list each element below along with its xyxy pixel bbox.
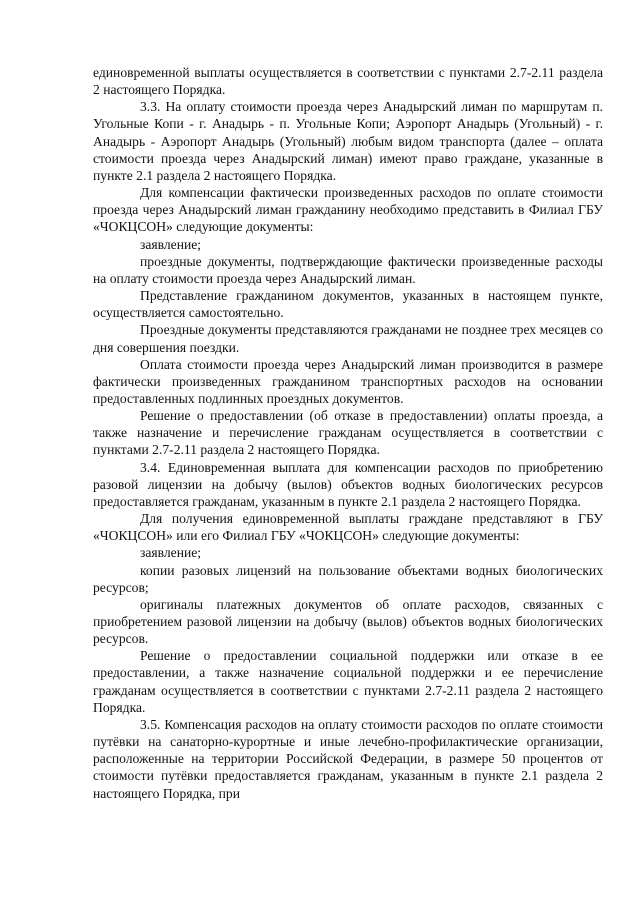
list-item-application: заявление; xyxy=(140,236,202,252)
paragraph-payment-reference: единовременной выплаты осуществляется в соответствии с пунктами 2.7-2.11 раздела 2 настоящего Порядка. xyxy=(93,65,603,98)
paragraph-documents-intro: Для компенсации фактически произведенных расходов по оплате стоимости проезда через Анадырский лиман гражданину необходимо представить в Филиал ГБУ «ЧОКЦСОН» следующие документы: xyxy=(93,185,603,235)
document-page xyxy=(93,64,603,802)
list-item-application-2: заявление; xyxy=(140,545,202,561)
paragraph-payment-amount: Оплата стоимости проезда через Анадырский лиман производится в размере фактически произведенных гражданином транспортных расходов на основании предоставленных подлинных проездных документов. xyxy=(93,356,603,406)
paragraph-decision: Решение о предоставлении (об отказе в предоставлении) оплаты проезда, а также назначение и перечисление гражданам осуществляется в соответствии с пунктами 2.7-2.11 раздела 2 настоящего Порядка. xyxy=(93,408,603,458)
paragraph-3-3: 3.3. На оплату стоимости проезда через Анадырский лиман по маршрутам п. Угольные Копи - г. Анадырь - п. Угольные Копи; Аэропорт Анадырь (Угольный) - г. Анадырь - Аэропорт Анадырь (Угольный) любым видом транспорта (далее – оплата стоимости проезда через Анадырский лиман) имеют право граждане, указанные в пункте 2.1 раздела 2 настоящего Порядка. xyxy=(93,99,603,183)
list-item-license-copies: копии разовых лицензий на пользование объектами водных биологических ресурсов; xyxy=(93,562,603,595)
paragraph-license-documents-intro: Для получения единовременной выплаты граждане представляют в ГБУ «ЧОКЦСОН» или его Филиал ГБУ «ЧОКЦСОН» следующие документы: xyxy=(93,511,603,544)
paragraph-3-4: 3.4. Единовременная выплата для компенсации расходов по приобретению разовой лицензии на добычу (вылов) объектов водных биологических ресурсов предоставляется гражданам, указанным в пункте 2.1 раздела 2 настоящего Порядка. xyxy=(93,459,603,509)
list-item-travel-documents: проездные документы, подтверждающие фактически произведенные расходы на оплату стоимости проезда через Анадырский лиман. xyxy=(93,253,603,286)
paragraph-support-decision: Решение о предоставлении социальной поддержки или отказе в ее предоставлении, а также назначение социальной поддержки и ее перечисление гражданам осуществляется в соответствии с пунктами 2.7-2.11 раздела 2 настоящего Порядка. xyxy=(93,648,603,715)
paragraph-deadline: Проездные документы представляются гражданами не позднее трех месяцев со дня совершения поездки. xyxy=(93,322,603,355)
paragraph-3-5: 3.5. Компенсация расходов на оплату стоимости расходов по оплате стоимости путёвки на санаторно-курортные и иные лечебно-профилактические организации, расположенные на территории Российской Федерации, в размере 50 процентов от стоимости путёвки предоставляется гражданам, указанным в пункте 2.1 раздела 2 настоящего Порядка, при xyxy=(93,716,603,801)
paragraph-self-submission: Представление гражданином документов, указанных в настоящем пункте, осуществляется самостоятельно. xyxy=(93,288,603,321)
list-item-payment-originals: оригиналы платежных документов об оплате расходов, связанных с приобретением разовой лицензии на добычу (вылов) объектов водных биологических ресурсов. xyxy=(93,596,603,647)
